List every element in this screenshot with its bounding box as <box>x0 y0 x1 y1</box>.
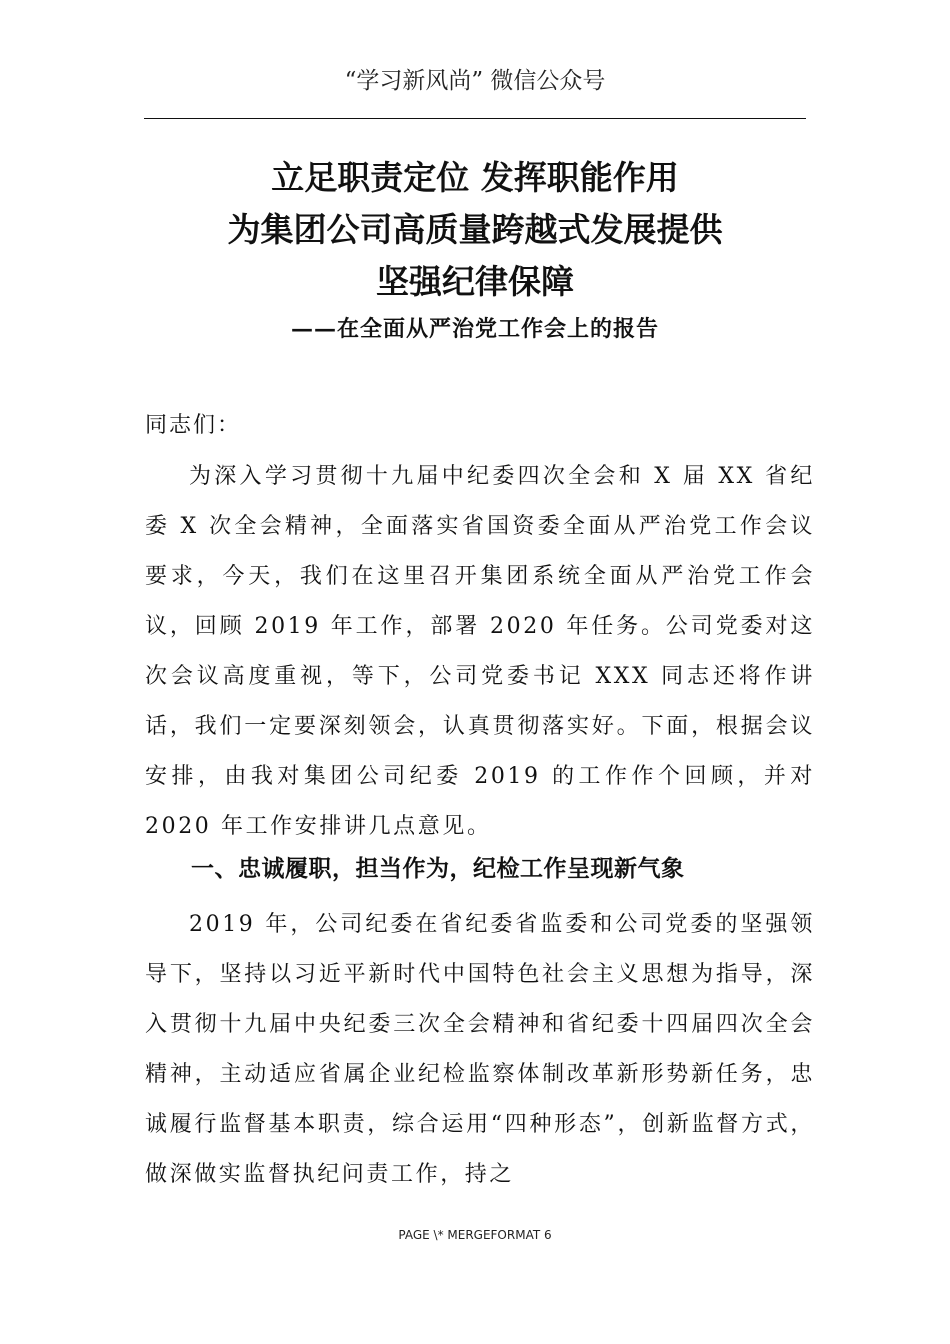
title-line-2: 为集团公司高质量跨越式发展提供 <box>227 210 723 249</box>
paragraph-section-1: 2019 年，公司纪委在省纪委省监委和公司党委的坚强领导下，坚持以习近平新时代中国特色社会主义思想为指导，深入贯彻十九届中央纪委三次全会精神和省纪委十四届四次全会精神，主动适应省属企业纪检监察体制改革新形势新任务，忠诚履行监督基本职责，综合运用“四种形态”，创新监督方式，做深做实监督执纪问责工作，持之 <box>145 912 815 1187</box>
header-publication: “学习新风尚” 微信公众号 <box>344 68 606 94</box>
paragraph-intro: 为深入学习贯彻十九届中纪委四次全会和 X 届 XX 省纪委 X 次全会精神，全面落实省国资委全面从严治党工作会议要求，今天，我们在这里召开集团系统全面从严治党工作会议，回顾 2019 年工作，部署 2020 年任务。公司党委对这次会议高度重视，等下，公司党委书记 XXX 同志还将作讲话，我们一定要深刻领会，认真贯彻落实好。下面，根据会议安排，由我对集团公司纪委 2019 的工作作个回顾，并对 2020 年工作安排讲几点意见。 <box>145 464 815 839</box>
title-line-3: 坚强纪律保障 <box>376 262 574 301</box>
title-line-1: 立足职责定位 发挥职能作用 <box>271 158 679 197</box>
header-divider <box>144 118 806 119</box>
section-heading-1: 一、忠诚履职，担当作为，纪检工作呈现新气象 <box>191 856 685 882</box>
salutation: 同志们： <box>145 413 242 438</box>
subtitle: ——在全面从严治党工作会上的报告 <box>290 316 659 342</box>
page-footer: PAGE \* MERGEFORMAT 6 <box>398 1228 552 1242</box>
